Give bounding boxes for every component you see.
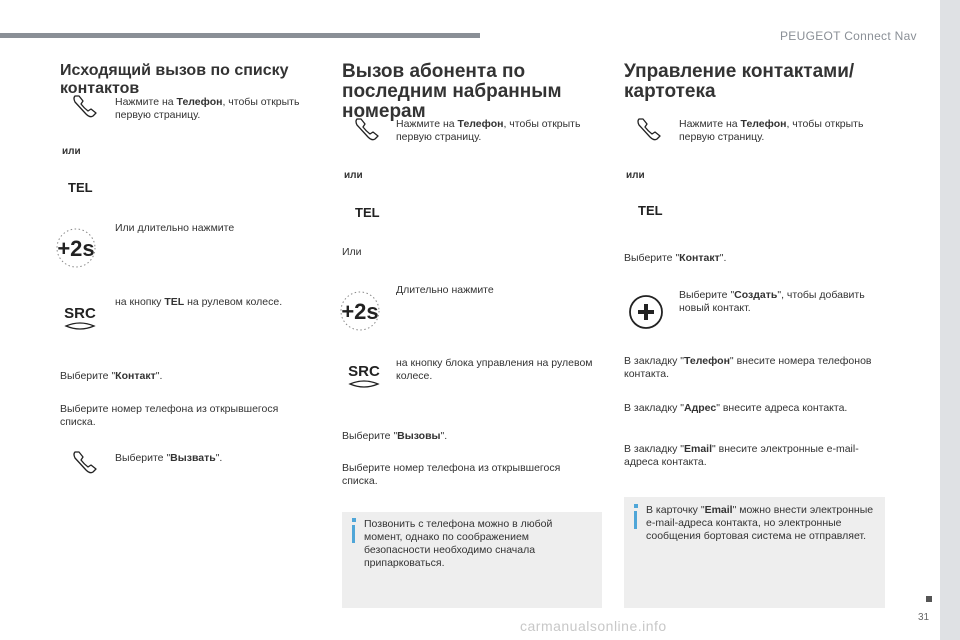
col2-choose-number: Выберите номер телефона из открывшегося списка. xyxy=(342,462,561,487)
col2-select-calls: Выберите "Вызовы". xyxy=(342,430,448,442)
col3-or: или xyxy=(626,170,645,181)
watermark: carmanualsonline.info xyxy=(520,618,667,634)
tel-button-label: TEL xyxy=(68,180,93,195)
col3-info-box xyxy=(624,497,885,608)
col2-or: или xyxy=(344,170,363,181)
col2-src: на кнопку блока управления на рулевом колесе. xyxy=(396,357,593,382)
col1-step1: Нажмите на Телефон, чтобы открыть первую страницу. xyxy=(115,96,300,121)
info-icon xyxy=(634,504,638,508)
col3-step1: Нажмите на Телефон, чтобы открыть первую страницу. xyxy=(679,118,864,143)
phone-handset-icon xyxy=(354,115,384,145)
brand-label: PEUGEOT Connect Nav xyxy=(780,29,917,43)
page-number: 31 xyxy=(918,612,930,623)
col1-choose-number: Выберите номер телефона из открывшегося списка. xyxy=(60,403,279,428)
col2-info-box xyxy=(342,512,602,608)
col3-address-tab: В закладку "Адрес" внесите адреса контакта. xyxy=(624,402,848,414)
col1-title: Исходящий вызов по списку контактов xyxy=(60,62,289,97)
phone-handset-icon xyxy=(72,92,102,122)
col3-title: Управление контактами/картотека xyxy=(624,61,855,102)
info-icon xyxy=(352,518,356,522)
src-button-icon xyxy=(62,304,100,334)
col3-info-text: В карточку "Email" можно внести электронные e-mail-адреса контакта, но электронные сообщения бортовая система не отправляет. xyxy=(646,504,874,542)
plus-2s-icon xyxy=(338,291,384,333)
phone-handset-icon xyxy=(72,448,102,478)
tel-button-label: TEL xyxy=(355,205,380,220)
col3-create: Выберите "Создать", чтобы добавить новый контакт. xyxy=(679,289,865,314)
info-icon-bar xyxy=(352,525,355,543)
page-marker xyxy=(926,596,932,602)
col2-info-text: Позвонить с телефона можно в любой момент, однако по соображением безопасности необходимо сначала припарковаться. xyxy=(364,518,553,569)
col1-longpress: Или длительно нажмите xyxy=(115,222,235,234)
col2-or2: Или xyxy=(342,246,362,258)
col1-call: Выберите "Вызвать". xyxy=(115,452,223,464)
info-icon-bar xyxy=(634,511,637,529)
col2-longpress: Длительно нажмите xyxy=(396,284,494,296)
tel-button-label: TEL xyxy=(638,203,663,218)
page-sidebar xyxy=(940,0,960,640)
src-button-icon xyxy=(346,362,384,392)
phone-handset-icon xyxy=(636,115,666,145)
col3-select-contact: Выберите "Контакт". xyxy=(624,252,727,264)
col3-phone-tab: В закладку "Телефон" внесите номера телефонов контакта. xyxy=(624,355,872,380)
add-circle-icon xyxy=(628,294,664,330)
plus-2s-icon xyxy=(54,228,100,270)
col2-title: Вызов абонента по последним набранным номерам xyxy=(342,61,562,122)
col2-step1: Нажмите на Телефон, чтобы открыть первую страницу. xyxy=(396,118,581,143)
col1-select-contact: Выберите "Контакт". xyxy=(60,370,163,382)
top-rule xyxy=(0,33,480,38)
col1-or: или xyxy=(62,146,81,157)
col1-src: на кнопку TEL на рулевом колесе. xyxy=(115,296,283,308)
col3-email-tab: В закладку "Email" внесите электронные e-mail-адреса контакта. xyxy=(624,443,859,468)
